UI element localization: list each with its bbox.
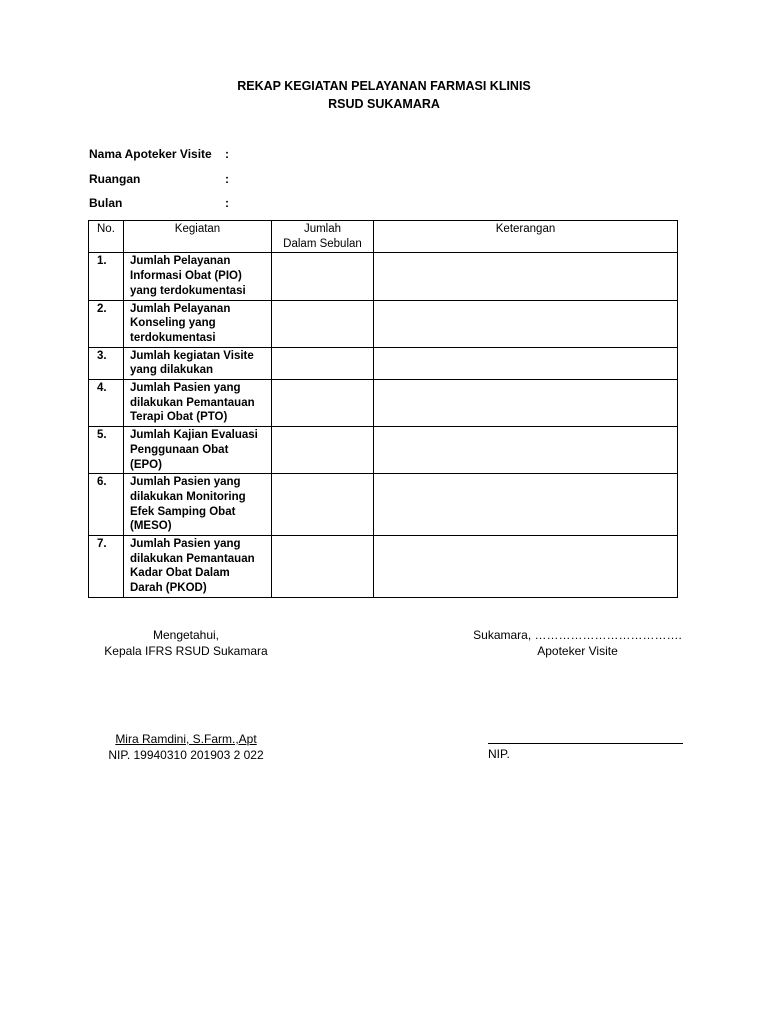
signatory-nip: NIP. 19940310 201903 2 022 xyxy=(108,748,264,762)
kegiatan-line: Jumlah Pasien yang xyxy=(130,476,241,489)
kegiatan-line: Informasi Obat (PIO) xyxy=(130,270,242,283)
kegiatan-line: Jumlah Pelayanan xyxy=(130,255,231,268)
header-no: No. xyxy=(89,221,124,253)
field-bulan xyxy=(89,195,229,211)
header-keterangan: Keterangan xyxy=(374,221,678,253)
kegiatan-line: Jumlah kegiatan Visite xyxy=(130,349,254,362)
field-colon: : xyxy=(225,147,229,161)
row-keterangan xyxy=(374,380,678,427)
kegiatan-line: Terapi Obat (PTO) xyxy=(130,411,228,424)
row-kegiatan xyxy=(124,253,272,300)
row-number: 1. xyxy=(89,253,124,300)
row-keterangan xyxy=(374,536,678,598)
signature-left xyxy=(86,627,286,659)
signature-right-line2: Apoteker Visite xyxy=(537,644,618,658)
table-header-row xyxy=(89,221,678,253)
table-row xyxy=(89,347,678,379)
row-jumlah xyxy=(272,300,374,347)
row-number: 7. xyxy=(89,536,124,598)
field-label: Ruangan xyxy=(89,172,141,186)
row-kegiatan xyxy=(124,474,272,536)
kegiatan-line: Darah (PKOD) xyxy=(130,582,207,595)
kegiatan-line: yang dilakukan xyxy=(130,364,214,377)
row-keterangan xyxy=(374,347,678,379)
kegiatan-line: dilakukan Monitoring xyxy=(130,490,246,503)
signature-left-line2: Kepala IFRS RSUD Sukamara xyxy=(104,644,268,658)
row-jumlah xyxy=(272,380,374,427)
field-colon: : xyxy=(225,172,229,186)
row-number: 6. xyxy=(89,474,124,536)
kegiatan-line: Efek Samping Obat xyxy=(130,505,236,518)
row-number: 4. xyxy=(89,380,124,427)
signature-line xyxy=(488,743,683,744)
field-label: Bulan xyxy=(89,196,123,210)
row-keterangan xyxy=(374,253,678,300)
apoteker-nip: NIP. xyxy=(488,747,510,761)
kegiatan-line: dilakukan Pemantauan xyxy=(130,552,255,565)
kegiatan-line: terdokumentasi xyxy=(130,331,216,344)
header-jumlah-line1: Jumlah xyxy=(303,223,342,235)
kegiatan-line: Jumlah Pasien yang xyxy=(130,538,241,551)
row-number: 3. xyxy=(89,347,124,379)
header-jumlah xyxy=(272,221,374,253)
row-keterangan xyxy=(374,427,678,474)
row-jumlah xyxy=(272,427,374,474)
kegiatan-line: Penggunaan Obat xyxy=(130,443,229,456)
row-kegiatan xyxy=(124,380,272,427)
field-colon: : xyxy=(225,196,229,210)
kegiatan-line: (EPO) xyxy=(130,458,162,471)
kegiatan-line: Jumlah Pelayanan xyxy=(130,302,231,315)
row-number: 5. xyxy=(89,427,124,474)
signature-right-line1: Sukamara, ………………………………. xyxy=(473,628,682,642)
signature-left-name-block xyxy=(86,731,286,763)
kegiatan-line: yang terdokumentasi xyxy=(130,284,246,297)
row-keterangan xyxy=(374,300,678,347)
field-label: Nama Apoteker Visite xyxy=(89,147,212,161)
kegiatan-line: Jumlah Kajian Evaluasi xyxy=(130,429,258,442)
rekap-table xyxy=(88,220,678,598)
signatory-name: Mira Ramdini, S.Farm.,Apt xyxy=(115,732,257,746)
row-jumlah xyxy=(272,536,374,598)
row-kegiatan xyxy=(124,536,272,598)
kegiatan-line: dilakukan Pemantauan xyxy=(130,396,255,409)
kegiatan-line: Konseling yang xyxy=(130,317,216,330)
kegiatan-line: Jumlah Pasien yang xyxy=(130,382,241,395)
row-kegiatan xyxy=(124,347,272,379)
table-row xyxy=(89,536,678,598)
table-row xyxy=(89,300,678,347)
table-row xyxy=(89,380,678,427)
table-row xyxy=(89,427,678,474)
kegiatan-line: Kadar Obat Dalam xyxy=(130,567,230,580)
row-jumlah xyxy=(272,474,374,536)
row-kegiatan xyxy=(124,300,272,347)
table-row xyxy=(89,253,678,300)
row-keterangan xyxy=(374,474,678,536)
signature-right xyxy=(470,627,685,659)
field-nama-apoteker xyxy=(89,146,229,162)
header-jumlah-line2: Dalam Sebulan xyxy=(283,237,362,250)
document-subtitle: RSUD SUKAMARA xyxy=(328,97,440,111)
table-row xyxy=(89,474,678,536)
row-jumlah xyxy=(272,347,374,379)
kegiatan-line: (MESO) xyxy=(130,520,172,533)
signature-left-line1: Mengetahui, xyxy=(152,628,220,642)
header-kegiatan: Kegiatan xyxy=(124,221,272,253)
document-title: REKAP KEGIATAN PELAYANAN FARMASI KLINIS xyxy=(237,79,531,93)
row-number: 2. xyxy=(89,300,124,347)
row-jumlah xyxy=(272,253,374,300)
row-kegiatan xyxy=(124,427,272,474)
field-ruangan xyxy=(89,171,229,187)
